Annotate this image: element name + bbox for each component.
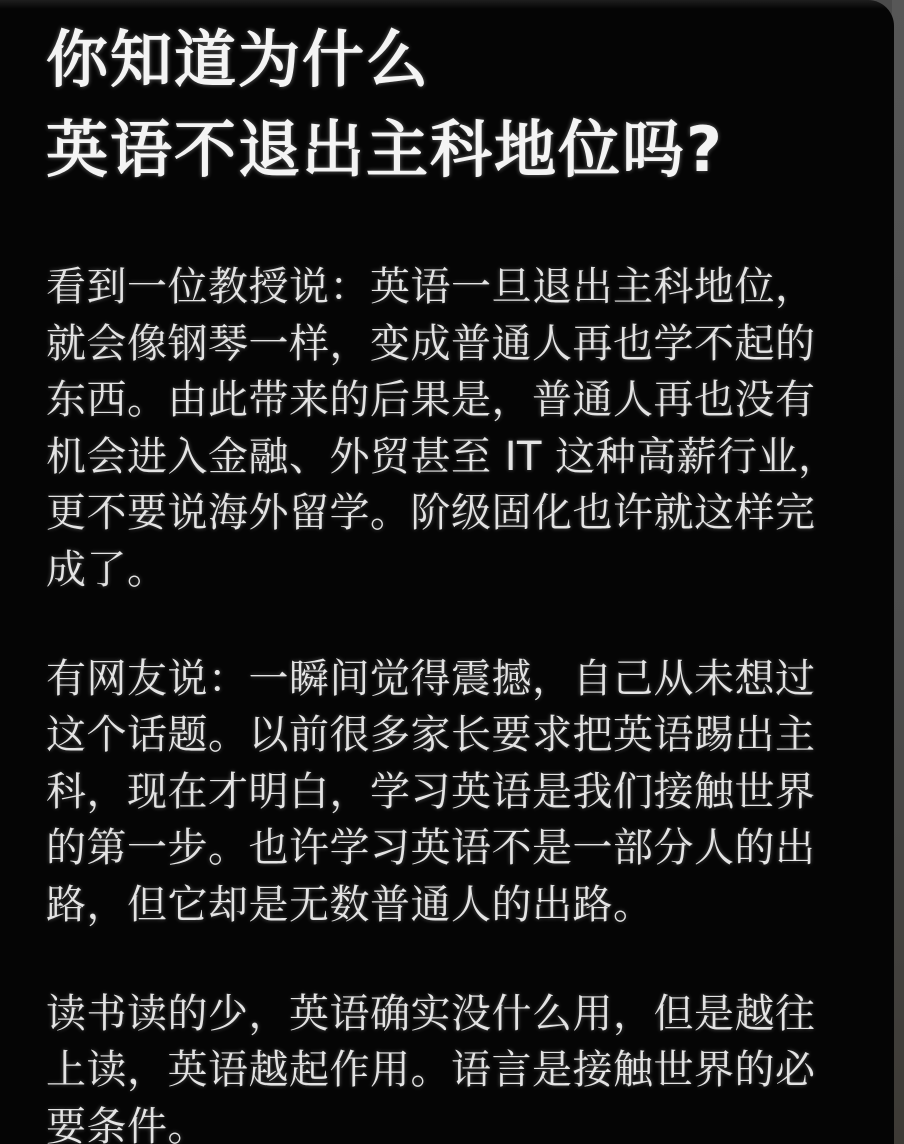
paragraph-line: 有网友说：一瞬间觉得震撼，自己从未想过 xyxy=(46,655,816,702)
paragraph-line: 这个话题。以前很多家长要求把英语踢出主 xyxy=(46,712,816,759)
paragraph-line: 东西。由此带来的后果是，普通人再也没有 xyxy=(46,377,816,424)
paragraph-line: 就会像钢琴一样，变成普通人再也学不起的 xyxy=(46,320,816,367)
post-title-line-1: 你知道为什么 xyxy=(46,23,431,96)
paragraph-1 xyxy=(46,259,856,599)
post-title xyxy=(46,15,856,195)
paragraph-line: 机会进入金融、外贸甚至 IT 这种高薪行业， xyxy=(46,433,839,480)
paragraph-2 xyxy=(46,651,856,934)
paragraph-line: 成了。 xyxy=(46,546,168,593)
post-title-line-2: 英语不退出主科地位吗? xyxy=(46,113,724,186)
paragraph-line: 路，但它却是无数普通人的出路。 xyxy=(46,881,654,928)
paragraph-3 xyxy=(46,986,856,1144)
paragraph-line: 要条件。 xyxy=(46,1103,208,1144)
paragraph-line: 更不要说海外留学。阶级固化也许就这样完 xyxy=(46,490,816,537)
paragraph-line: 的第一步。也许学习英语不是一部分人的出 xyxy=(46,825,816,872)
paragraph-line: 上读，英语越起作用。语言是接触世界的必 xyxy=(46,1047,816,1094)
paragraph-line: 科，现在才明白，学习英语是我们接触世界 xyxy=(46,768,816,815)
paragraph-line: 读书读的少，英语确实没什么用，但是越往 xyxy=(46,990,816,1037)
paragraph-line: 看到一位教授说：英语一旦退出主科地位， xyxy=(46,264,816,310)
